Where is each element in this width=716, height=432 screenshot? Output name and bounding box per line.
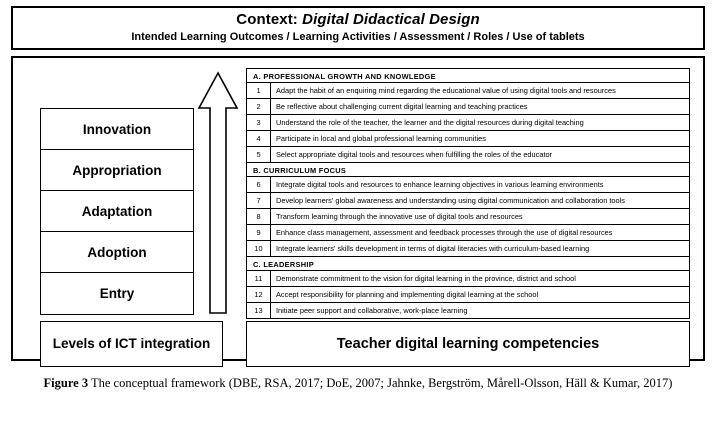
- ladder-step-label: Innovation: [82, 121, 152, 137]
- row-text: Participate in local and global professional learning communities: [276, 134, 486, 143]
- table-row: [247, 147, 689, 163]
- row-number: 10: [247, 241, 271, 256]
- context-box: [11, 6, 705, 50]
- ladder-step-entry: [41, 273, 193, 314]
- row-number: 13: [247, 303, 271, 318]
- teacher-competencies-box: [246, 321, 690, 367]
- row-number: 7: [247, 193, 271, 208]
- teacher-competencies-table: [246, 68, 690, 319]
- row-number: 3: [247, 115, 271, 130]
- levels-of-ict-integration-box: [40, 321, 223, 367]
- ladder-step-adaptation: [41, 191, 193, 232]
- row-number: 9: [247, 225, 271, 240]
- table-row: [247, 271, 689, 287]
- ladder-step-label: Appropriation: [72, 162, 162, 178]
- row-text: Demonstrate commitment to the vision for digital learning in the province, district and school: [276, 274, 576, 283]
- table-row: [247, 303, 689, 319]
- context-title-emphasis: Digital Didactical Design: [302, 11, 480, 28]
- row-text: Enhance class management, assessment and feedback processes through the use of digital resources: [276, 228, 613, 237]
- ladder-step-adoption: [41, 232, 193, 273]
- ladder-step-innovation: [41, 109, 193, 150]
- ladder-step-appropriation: [41, 150, 193, 191]
- table-row: [247, 83, 689, 99]
- table-row: [247, 225, 689, 241]
- figure-caption-label: Figure 3: [43, 376, 89, 390]
- table-row: [247, 193, 689, 209]
- row-number: 6: [247, 177, 271, 192]
- figure-caption-text: The conceptual framework (DBE, RSA, 2017; DoE, 2007; Jahnke, Bergström, Mårell-Olsson, Häll & Kumar, 2017): [88, 376, 673, 390]
- table-row: [247, 99, 689, 115]
- row-number: 1: [247, 83, 271, 98]
- ict-levels-ladder: [40, 108, 194, 315]
- row-text: Be reflective about challenging current digital learning and teaching practices: [276, 102, 528, 111]
- teacher-competencies-label: Teacher digital learning competencies: [336, 336, 600, 352]
- context-title: [236, 11, 479, 29]
- section-heading-leadership: C. LEADERSHIP: [247, 257, 689, 271]
- row-number: 8: [247, 209, 271, 224]
- row-text: Understand the role of the teacher, the learner and the digital resources during digital teaching: [276, 118, 584, 127]
- table-row: [247, 131, 689, 147]
- row-number: 4: [247, 131, 271, 146]
- figure-caption: [32, 375, 684, 392]
- table-row: [247, 177, 689, 193]
- row-number: 12: [247, 287, 271, 302]
- table-row: [247, 115, 689, 131]
- row-text: Transform learning through the innovative use of digital tools and resources: [276, 212, 523, 221]
- table-row: [247, 241, 689, 257]
- row-number: 2: [247, 99, 271, 114]
- table-row: [247, 287, 689, 303]
- levels-of-ict-integration-label: Levels of ICT integration: [52, 336, 211, 351]
- row-number: 11: [247, 271, 271, 286]
- row-text: Integrate learners' skills development in terms of digital literacies with curriculum-based learning: [276, 244, 590, 253]
- context-title-prefix: Context:: [236, 11, 303, 28]
- row-text: Select appropriate digital tools and resources when fulfilling the roles of the educator: [276, 150, 553, 159]
- row-number: 5: [247, 147, 271, 162]
- row-text: Integrate digital tools and resources to enhance learning objectives in various learning environments: [276, 180, 604, 189]
- row-text: Develop learners' global awareness and understanding using digital communication and collaboration tools: [276, 196, 625, 205]
- context-subtitle: Intended Learning Outcomes / Learning Activities / Assessment / Roles / Use of tablets: [131, 31, 585, 43]
- ladder-step-label: Entry: [99, 286, 135, 301]
- row-text: Adapt the habit of an enquiring mind regarding the educational value of using digital tools and resources: [276, 86, 616, 95]
- row-text: Accept responsibility for planning and implementing digital learning at the school: [276, 290, 539, 299]
- framework-frame: [11, 56, 705, 361]
- table-row: [247, 209, 689, 225]
- row-text: Initiate peer support and collaborative, work-place learning: [276, 306, 468, 315]
- section-heading-curriculum-focus: B. CURRICULUM FOCUS: [247, 163, 689, 177]
- section-heading-professional-growth: A. PROFESSIONAL GROWTH AND KNOWLEDGE: [247, 69, 689, 83]
- ladder-step-label: Adaptation: [81, 203, 153, 219]
- upward-arrow-icon: [196, 70, 240, 315]
- ladder-step-label: Adoption: [87, 244, 147, 260]
